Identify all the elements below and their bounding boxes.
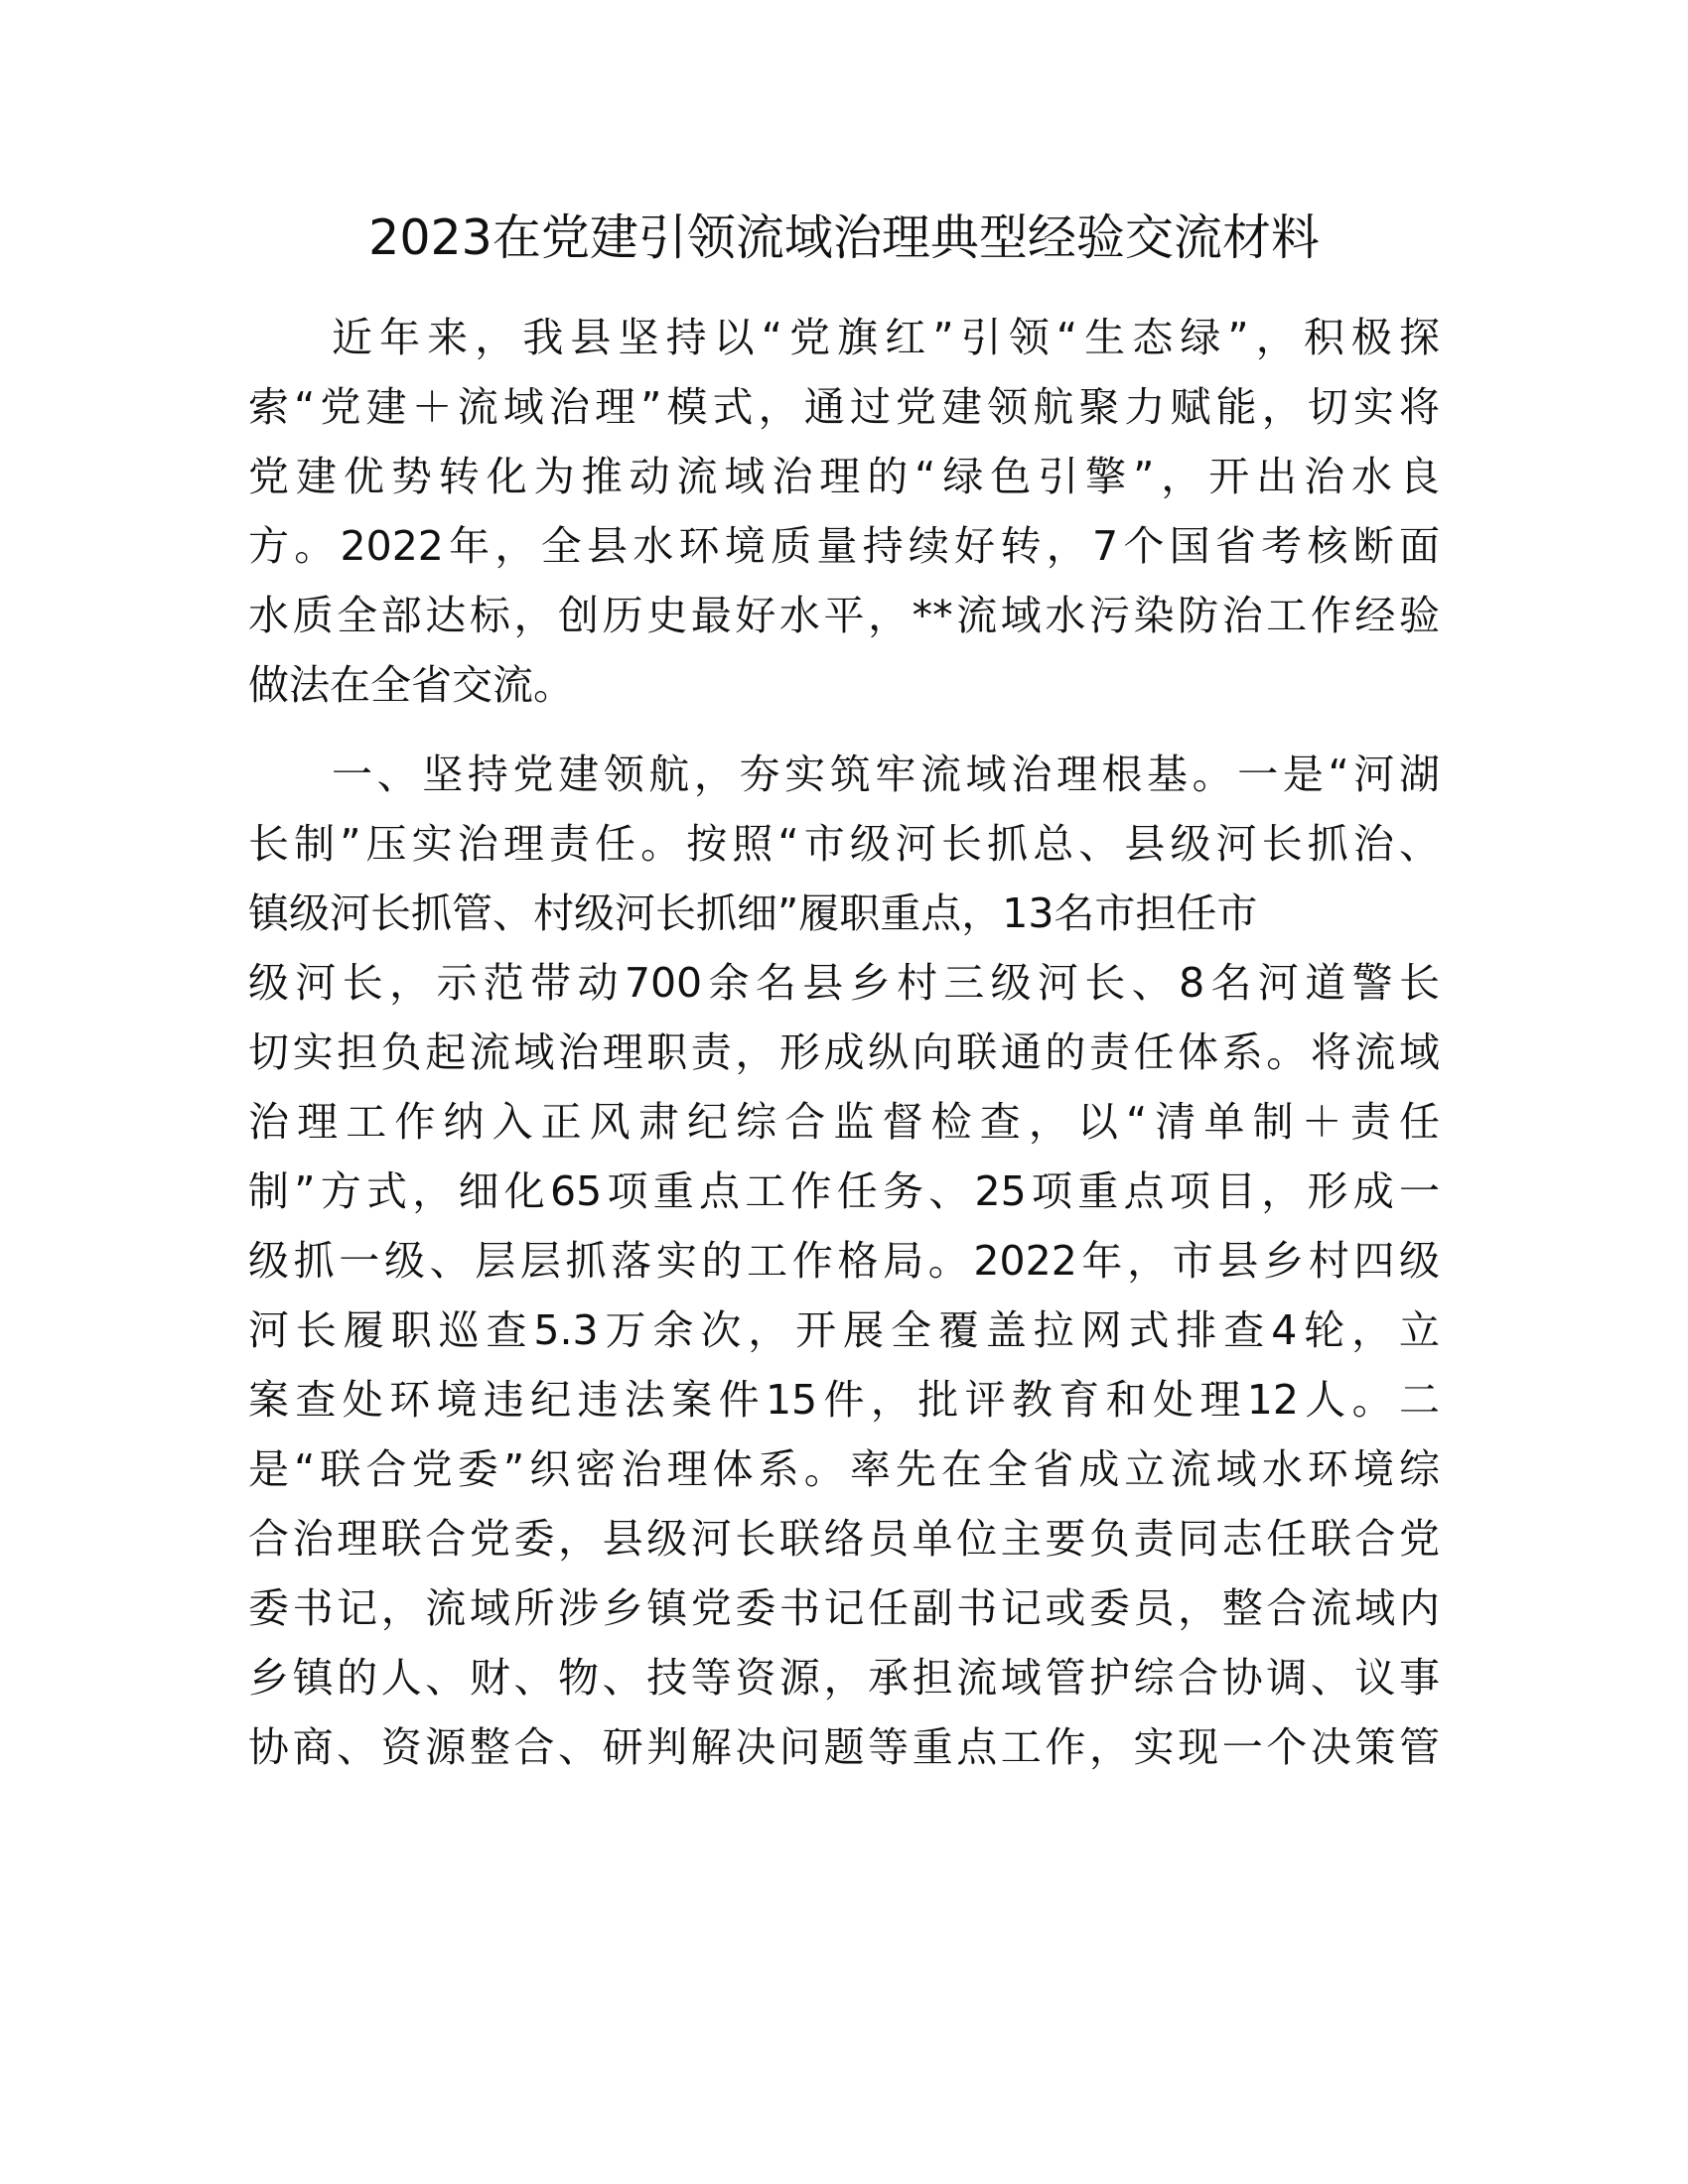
paragraph-line: 水质全部达标，创历史最好水平，**流域水污染防治工作经验	[248, 592, 1440, 639]
paragraph-line: 案查处环境违纪违法案件15件，批评教育和处理12人。二	[248, 1376, 1440, 1424]
paragraph-line: 协商、资源整合、研判解决问题等重点工作，实现一个决策管	[248, 1723, 1440, 1771]
paragraph-line: 制”方式，细化65项重点工作任务、25项重点项目，形成一	[248, 1167, 1440, 1215]
paragraph-line: 索“党建＋流域治理”模式，通过党建领航聚力赋能，切实将	[248, 383, 1440, 431]
paragraph-line: 治理工作纳入正风肃纪综合监督检查，以“清单制＋责任	[248, 1098, 1440, 1146]
document-title: 2023在党建引领流域治理典型经验交流材料	[368, 209, 1320, 266]
paragraph-line: 切实担负起流域治理职责，形成纵向联通的责任体系。将流域	[248, 1028, 1440, 1076]
paragraph-line: 级河长，示范带动700余名县乡村三级河长、8名河道警长	[248, 959, 1440, 1007]
paragraph-line: 镇级河长抓管、村级河长抓细”履职重点，13名市担任市	[248, 889, 1258, 937]
paragraph-line: 近年来，我县坚持以“党旗红”引领“生态绿”，积极探	[332, 314, 1440, 361]
paragraph-line: 委书记，流域所涉乡镇党委书记任副书记或委员，整合流域内	[248, 1584, 1440, 1632]
paragraph-line: 长制”压实治理责任。按照“市级河长抓总、县级河长抓治、	[248, 820, 1440, 868]
paragraph-line: 党建优势转化为推动流域治理的“绿色引擎”，开出治水良	[248, 453, 1440, 500]
paragraph-line: 级抓一级、层层抓落实的工作格局。2022年，市县乡村四级	[248, 1237, 1440, 1285]
paragraph-line: 一、坚持党建领航，夯实筑牢流域治理根基。一是“河湖	[332, 751, 1440, 798]
paragraph-line: 是“联合党委”织密治理体系。率先在全省成立流域水环境综	[248, 1445, 1440, 1493]
paragraph-line: 做法在全省交流。	[248, 661, 574, 709]
paragraph-line: 方。2022年，全县水环境质量持续好转，7个国省考核断面	[248, 522, 1440, 570]
paragraph-line: 乡镇的人、财、物、技等资源，承担流域管护综合协调、议事	[248, 1654, 1440, 1702]
paragraph-line: 合治理联合党委，县级河长联络员单位主要负责同志任联合党	[248, 1515, 1440, 1563]
paragraph-line: 河长履职巡查5.3万余次，开展全覆盖拉网式排查4轮，立	[248, 1306, 1440, 1354]
